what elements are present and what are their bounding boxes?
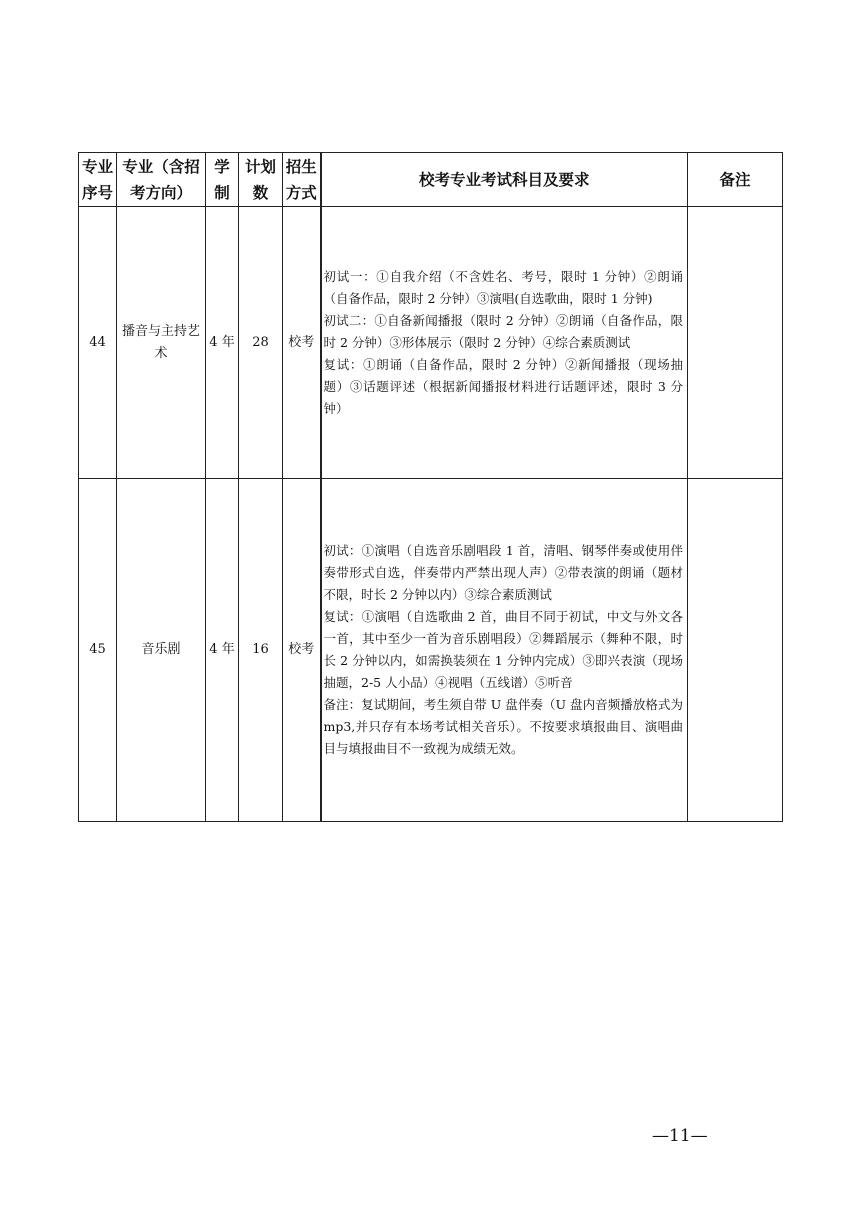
header-remarks: 备注 [688,153,783,207]
requirement-line: 复试：①演唱（自选歌曲 2 首，曲目不同于初试，中文与外文各一首，其中至少一首为音乐剧唱段）②舞蹈展示（舞种不限，时长 2 分钟以内，如需换装须在 1 分钟内完成）③即兴表演（现场抽题，2-5 人小品）④视唱（五线谱）⑤听音 [323,609,683,690]
requirement-line: 初试二：①自备新闻播报（限时 2 分钟）②朗诵（自备作品，限时 2 分钟）③形体展示（限时 2 分钟）④综合素质测试 [323,312,683,350]
row-plan: 16 [239,479,283,822]
page-number: —11— [652,1126,708,1146]
row-seq: 44 [79,207,117,479]
admissions-table [78,152,783,822]
row-duration: 4 年 [206,207,239,479]
row-remarks [688,207,783,479]
header-method [283,153,321,207]
header-plan-line1: 计划 [244,156,276,176]
requirement-line: 备注：复试期间，考生须自带 U 盘伴奏（U 盘内音频播放格式为 mp3,并只存有本场考试相关音乐）。不按要求填报曲目、演唱曲目与填报曲目不一致视为成绩无效。 [323,697,683,756]
row-seq: 45 [79,479,117,822]
row-method: 校考 [283,207,321,479]
header-duration-line1: 学 [214,156,230,176]
row-major: 音乐剧 [117,479,206,822]
header-plan [239,153,283,207]
header-seq [79,153,117,207]
header-major [117,153,206,207]
header-duration-line2: 制 [214,182,230,202]
row-requirements [321,207,688,479]
table-header [79,153,783,207]
header-duration [206,153,239,207]
requirement-line: 初试一：①自我介绍（不含姓名、考号，限时 1 分钟）②朗诵（自备作品，限时 2 分钟）③演唱(自选歌曲，限时 1 分钟) [323,268,683,306]
row-duration: 4 年 [206,479,239,822]
header-requirements: 校考专业考试科目及要求 [321,153,688,207]
table-body [79,207,783,822]
requirement-line: 初试：①演唱（自选音乐剧唱段 1 首，清唱、钢琴伴奏或使用伴奏带形式自选，伴奏带内严禁出现人声）②带表演的朗诵（题材不限，时长 2 分钟以内）③综合素质测试 [323,543,683,602]
table-row [79,207,783,479]
header-method-line2: 方式 [285,182,317,202]
row-remarks [688,479,783,822]
header-plan-line2: 数 [252,182,269,202]
table-row [79,479,783,822]
row-method: 校考 [283,479,321,822]
requirement-line: 复试：①朗诵（自备作品，限时 2 分钟）②新闻播报（现场抽题）③话题评述（根据新闻播报材料进行话题评述，限时 3 分钟） [323,356,683,416]
header-seq-line2: 序号 [81,182,113,202]
row-plan: 28 [239,207,283,479]
header-major-line1: 专业（含招 [122,156,200,176]
header-major-line2: 考方向） [129,182,192,202]
header-row [79,153,783,207]
header-method-line1: 招生 [285,156,317,176]
row-requirements [321,479,688,822]
header-seq-line1: 专业 [81,156,113,176]
row-major: 播音与主持艺术 [117,207,206,479]
